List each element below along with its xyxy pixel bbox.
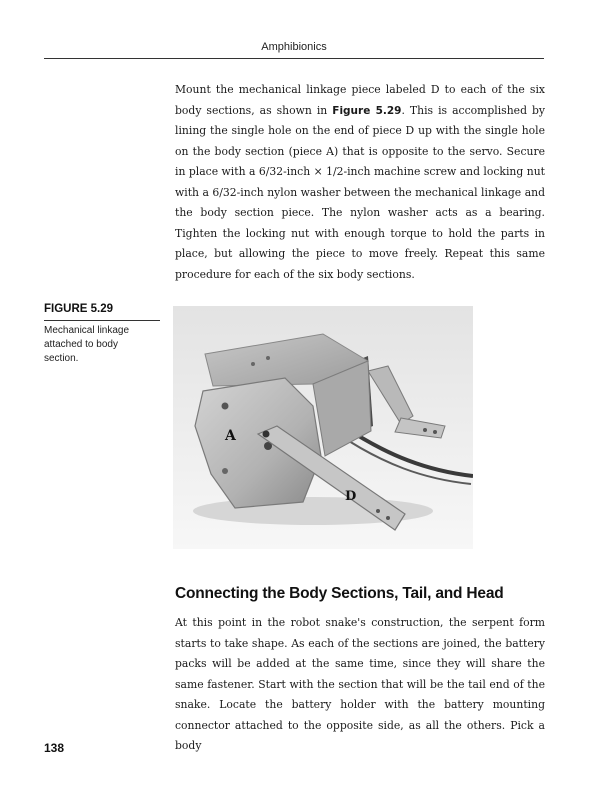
figure-reference: Figure 5.29 — [332, 104, 402, 117]
photo-label-a: A — [225, 428, 236, 444]
figure-photo — [173, 306, 473, 549]
intro-paragraph — [175, 80, 545, 285]
intro-text-end: . This is accomplished by lining the single hole on the end of piece D up with the single hole on the body section (piece A) that is opposite to the servo. Secure in place with a 6/32-inch × 1/2-inch machine screw and locking nut with a 6/32-inch nylon washer between the mechanical linkage and the body section piece. The nylon washer acts as a bearing. Tighten the locking nut with enough torque to hold the parts in place, but allowing the piece to move freely. Repeat this same procedure for each of the six body sections. — [175, 103, 546, 281]
intro-text-start: Mount the mechanical linkage piece labeled D to each of the six body sections, as shown in — [175, 83, 545, 117]
photo-label-d: D — [345, 489, 357, 504]
section-paragraph: At this point in the robot snake's construction, the serpent form starts to take shape. As each of the sections are joined, the battery packs will be added at the same time, since they will share the same fastener. Start with the section that will be the tail end of the snake. Locate the battery holder with the battery mounting connector attached to the opposite side, as all the others. Pick a body — [175, 616, 545, 752]
running-head: Amphibionics — [261, 41, 327, 53]
figure-label: FIGURE 5.29 — [44, 303, 114, 315]
page-number: 138 — [44, 741, 65, 755]
figure-label-rule — [44, 320, 160, 321]
figure-caption: Mechanical linkage attached to body section. — [44, 325, 130, 364]
section-heading: Connecting the Body Sections, Tail, and Head — [175, 585, 504, 602]
header-rule — [44, 58, 544, 59]
